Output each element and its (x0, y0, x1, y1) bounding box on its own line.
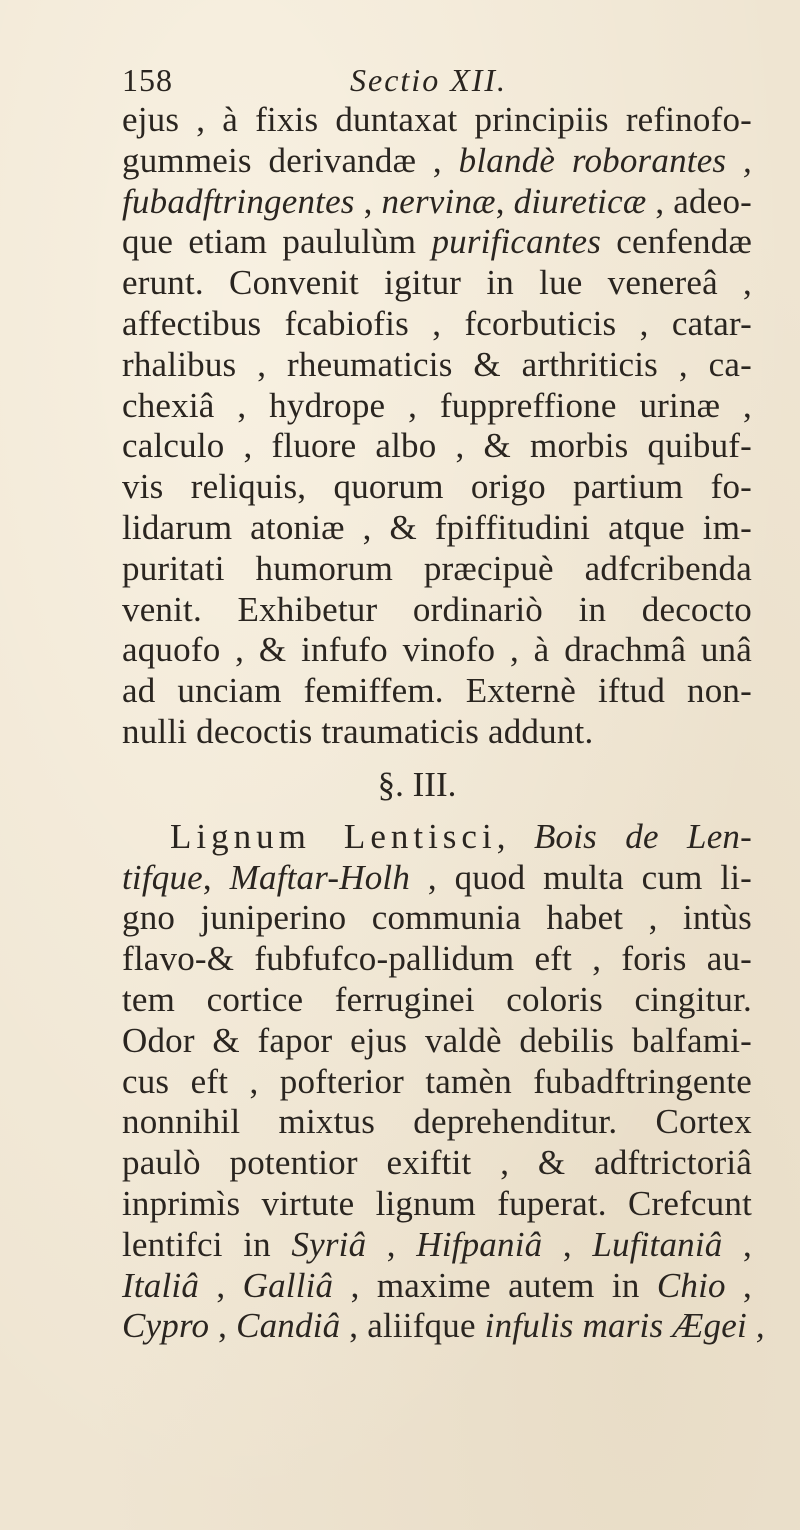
text-line (122, 222, 752, 263)
text-line (122, 1306, 765, 1347)
text-run: , (725, 1265, 752, 1305)
text-line (122, 939, 752, 980)
text-run: aquofo , & infufo vinofo , à drachmâ unâ (122, 630, 752, 670)
text-line (122, 590, 752, 631)
text-line (122, 671, 752, 712)
text-run: , adeo- (646, 181, 752, 221)
text-run: , (496, 816, 534, 856)
text-line (122, 1143, 752, 1184)
text-run: rhalibus , rheumaticis & arthriticis , ca- (122, 344, 752, 384)
text-run: , (354, 181, 382, 221)
running-head: Sectio XII. (350, 62, 508, 98)
text-run: , (202, 857, 230, 897)
text-run: erunt. Convenit igitur in lue venereâ , (122, 263, 752, 303)
text-line (122, 508, 752, 549)
text-line (122, 1266, 752, 1307)
text-run: ad unciam femiffem. Externè iftud non- (122, 671, 752, 711)
text-run: paulò potentior exiftit , & adftrictoriâ (122, 1143, 752, 1183)
text-run: calculo , fluore albo , & morbis quibuf- (122, 426, 752, 466)
text-line (122, 898, 752, 939)
section-heading: §. III. (377, 764, 457, 804)
text-run: Odor & fapor ejus valdè debilis balfami- (122, 1020, 752, 1060)
text-line (122, 1062, 752, 1103)
text-run: , quod multa cum li- (410, 857, 752, 897)
text-run: , (209, 1306, 237, 1346)
text-run: , (722, 1224, 752, 1264)
text-line (122, 467, 752, 508)
text-run: , (542, 1224, 593, 1264)
paragraph-1 (122, 100, 752, 753)
text-line (122, 263, 752, 304)
text-line (122, 304, 752, 345)
text-line (122, 141, 752, 182)
text-line (122, 426, 752, 467)
italic-text: Hifpaniâ (416, 1224, 543, 1264)
text-line (122, 345, 752, 386)
text-line (122, 1225, 752, 1266)
italic-text: nervinæ (381, 181, 496, 221)
text-line (122, 100, 752, 141)
text-run: nulli decoctis traumaticis addunt. (122, 711, 594, 751)
text-run: , (495, 181, 514, 221)
text-line (122, 712, 752, 753)
text-line (122, 182, 752, 223)
italic-text: diureticæ (513, 181, 647, 221)
text-run: vis reliquis, quorum origo partium fo- (122, 467, 752, 507)
text-run: lidarum atoniæ , & fpiffitudini atque im- (122, 507, 752, 547)
text-run: inprimìs virtute lignum fuperat. Crefcunt (122, 1183, 752, 1223)
italic-text: Italiâ (122, 1265, 200, 1305)
text-run: lentifci in (122, 1224, 292, 1264)
page-header (122, 58, 722, 104)
text-line (122, 980, 752, 1021)
text-run: , (199, 1265, 243, 1305)
text-line (122, 858, 752, 899)
italic-text: fubadftringentes (122, 181, 355, 221)
italic-text: Chio (656, 1265, 726, 1305)
paragraph-2 (122, 816, 765, 1347)
text-run: , aliifque (340, 1306, 485, 1346)
text-line (122, 630, 752, 671)
italic-text: Syriâ (291, 1224, 367, 1264)
text-run: gummeis derivandæ , (122, 140, 459, 180)
italic-text: blandè roborantes , (458, 140, 752, 180)
italic-text: Cypro (122, 1306, 210, 1346)
italic-text: infulis maris Ægei , (484, 1306, 765, 1346)
italic-text: Candiâ (236, 1306, 341, 1346)
italic-text: Galliâ (242, 1265, 334, 1305)
text-run: cus eft , pofterior tamèn fubadftringente (122, 1061, 752, 1101)
small-caps-text: Lignum Lentisci (170, 816, 497, 856)
text-run: flavo-& fubfufco-pallidum eft , foris au- (122, 939, 752, 979)
text-line (122, 1102, 752, 1143)
italic-text: Bois de Len- (533, 816, 752, 856)
text-run: cenfendæ (601, 222, 752, 262)
text-run: venit. Exhibetur ordinariò in decocto (122, 589, 752, 629)
text-run: tem cortice ferruginei coloris cingitur. (122, 979, 752, 1019)
text-line (122, 817, 752, 858)
text-run: gno juniperino communia habet , intùs (122, 898, 752, 938)
text-run: , (366, 1224, 417, 1264)
text-run: que etiam paululùm (122, 222, 432, 262)
text-run: affectibus fcabiofis , fcorbuticis , catar- (122, 303, 752, 343)
body-text (122, 100, 765, 1347)
page-number: 158 (122, 62, 173, 98)
italic-text: purificantes (431, 222, 602, 262)
text-line (122, 549, 752, 590)
text-line (122, 386, 752, 427)
italic-text: Lufitaniâ (592, 1224, 723, 1264)
italic-text: tifque (122, 857, 203, 897)
text-line (122, 1184, 752, 1225)
text-line (122, 1021, 752, 1062)
text-run: ejus , à fixis duntaxat principiis refinofo- (122, 100, 752, 139)
text-run: nonnihil mixtus deprehenditur. Cortex (122, 1102, 752, 1142)
text-run: puritati humorum præcipuè adfcribenda (122, 548, 752, 588)
text-run: chexiâ , hydrope , fuppreffione urinæ , (122, 385, 752, 425)
text-run: , maxime autem in (333, 1265, 657, 1305)
italic-text: Maftar-Holh (229, 857, 411, 897)
